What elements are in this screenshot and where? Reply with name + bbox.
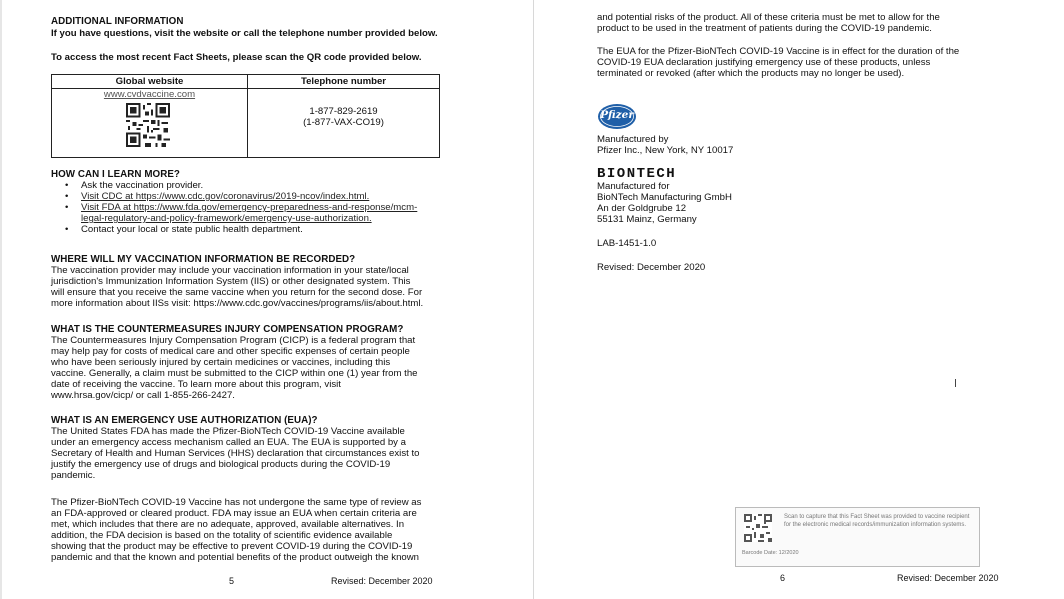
lab-code: LAB-1451-1.0 [597, 238, 657, 249]
page-number: 5 [229, 576, 235, 586]
eua-line: justify the emergency use of drugs and biological products during the COVID-19 [51, 459, 391, 470]
review-line: showing that the product may be effective to prevent COVID-19 during the COVID-19 [51, 541, 413, 552]
list-item: • Contact your local or state public health department. [51, 224, 451, 235]
contact-table [51, 74, 440, 158]
revised-date: Revised: December 2020 [597, 262, 706, 273]
barcode-panel [735, 507, 980, 567]
review-line: met, which includes that there are no adequate, approved, available alternatives. In [51, 519, 405, 530]
manufactured-by: Manufactured by [597, 134, 669, 145]
barcode-date: Barcode Date: 12/2020 [742, 550, 799, 556]
cicp-heading: WHAT IS THE COUNTERMEASURES INJURY COMPENSATION PROGRAM? [51, 324, 404, 335]
page-number: 6 [780, 573, 786, 583]
recorded-line: jurisdiction's Immunization Information System (IIS) or other designated system. This [51, 276, 411, 287]
review-line: pandemic and that the known and potential benefits of the product outweigh the known [51, 552, 420, 563]
biontech-line: An der Goldgrube 12 [597, 203, 687, 214]
list-item: • Visit CDC at https://www.cdc.gov/coronavirus/2019-ncov/index.html. [51, 191, 451, 202]
list-item: • Visit FDA at https://www.fda.gov/emergency-preparedness-and-response/mcm- [51, 202, 451, 213]
website-link[interactable]: www.cvdvaccine.com [103, 89, 196, 100]
learn-more-heading: HOW CAN I LEARN MORE? [51, 169, 180, 180]
eua-line: under an emergency access mechanism called an EUA. The EUA is supported by a [51, 437, 406, 448]
cicp-line: may help pay for costs of medical care and other specific expenses of certain people [51, 346, 410, 357]
revised-footer: Revised: December 2020 [897, 573, 999, 583]
phone-number-alt: (1-877-VAX-CO19) [303, 117, 384, 128]
pfizer-address: Pfizer Inc., New York, NY 10017 [597, 145, 734, 156]
recorded-line: The vaccination provider may include your vaccination information in your state/local [51, 265, 409, 276]
learn-more-list [51, 180, 451, 235]
continued-line: product to be used in the treatment of patients during the COVID-19 pandemic. [597, 23, 932, 34]
cicp-line: vaccine. Generally, a claim must be submitted to the CICP within one (1) year from the [51, 368, 418, 379]
recorded-line: will ensure that you receive the same vaccine when you return for the second dose. For [51, 287, 423, 298]
cicp-line: The Countermeasures Injury Compensation Program (CICP) is a federal program that [51, 335, 416, 346]
eua-effect-line: terminated or revoked (after which the products may no longer be used). [597, 68, 905, 79]
list-item: • Ask the vaccination provider. [51, 180, 451, 191]
pfizer-logo-text: Pfizer [600, 109, 634, 121]
qr-code-icon [126, 103, 170, 147]
biontech-line: Manufactured for [597, 181, 670, 192]
global-website-header: Global website [52, 75, 247, 89]
recorded-heading: WHERE WILL MY VACCINATION INFORMATION BE RECORDED? [51, 254, 356, 265]
pfizer-logo-icon [597, 103, 637, 130]
questions-line: If you have questions, visit the website or call the telephone number provided below. [51, 28, 438, 39]
page-divider [533, 0, 534, 599]
cicp-line: www.hrsa.gov/cicp/ or call 1-855-266-2427. [51, 390, 235, 401]
eua-heading: WHAT IS AN EMERGENCY USE AUTHORIZATION (EUA)? [51, 415, 318, 426]
review-line: an FDA-approved or cleared product. FDA may issue an EUA when certain criteria are [51, 508, 417, 519]
additional-info-heading: ADDITIONAL INFORMATION [51, 16, 184, 27]
review-line: addition, the FDA decision is based on the totality of scientific evidence available [51, 530, 393, 541]
biontech-line: BioNTech Manufacturing GmbH [597, 192, 732, 203]
eua-line: Secretary of Health and Human Services (HHS) declaration that circumstances exist to [51, 448, 420, 459]
cicp-line: who have been seriously injured by certain medicines or vaccines, including this [51, 357, 391, 368]
barcode-caption: Scan to capture that this Fact Sheet was provided to vaccine recipient for the electronic medical records/immunization information systems. [784, 514, 970, 528]
eua-effect-line: The EUA for the Pfizer-BioNTech COVID-19 Vaccine is in effect for the duration of the [597, 46, 960, 57]
eua-effect-line: COVID-19 EUA declaration justifying emergency use of these products, unless [597, 57, 931, 68]
barcode-icon [744, 514, 772, 542]
list-item-continuation: legal-regulatory-and-policy-framework/emergency-use-authorization. [81, 213, 372, 224]
phone-number: 1-877-829-2619 [309, 106, 378, 117]
recorded-line: more information about IISs visit: https://www.cdc.gov/vaccines/programs/iis/about.html. [51, 298, 424, 309]
continued-line: and potential risks of the product. All of these criteria must be met to allow for the [597, 12, 940, 23]
biontech-line: 55131 Mainz, Germany [597, 214, 697, 225]
revised-footer: Revised: December 2020 [331, 576, 433, 586]
cicp-line: date of receiving the vaccine. To learn more about this program, visit [51, 379, 341, 390]
review-line: The Pfizer-BioNTech COVID-19 Vaccine has not undergone the same type of review as [51, 497, 422, 508]
eua-line: The United States FDA has made the Pfizer-BioNTech COVID-19 Vaccine available [51, 426, 405, 437]
telephone-header: Telephone number [248, 75, 439, 89]
stray-mark [955, 379, 956, 387]
factsheet-line: To access the most recent Fact Sheets, please scan the QR code provided below. [51, 52, 422, 63]
eua-line: pandemic. [51, 470, 96, 481]
biontech-logo: BIONTECH [597, 166, 677, 182]
